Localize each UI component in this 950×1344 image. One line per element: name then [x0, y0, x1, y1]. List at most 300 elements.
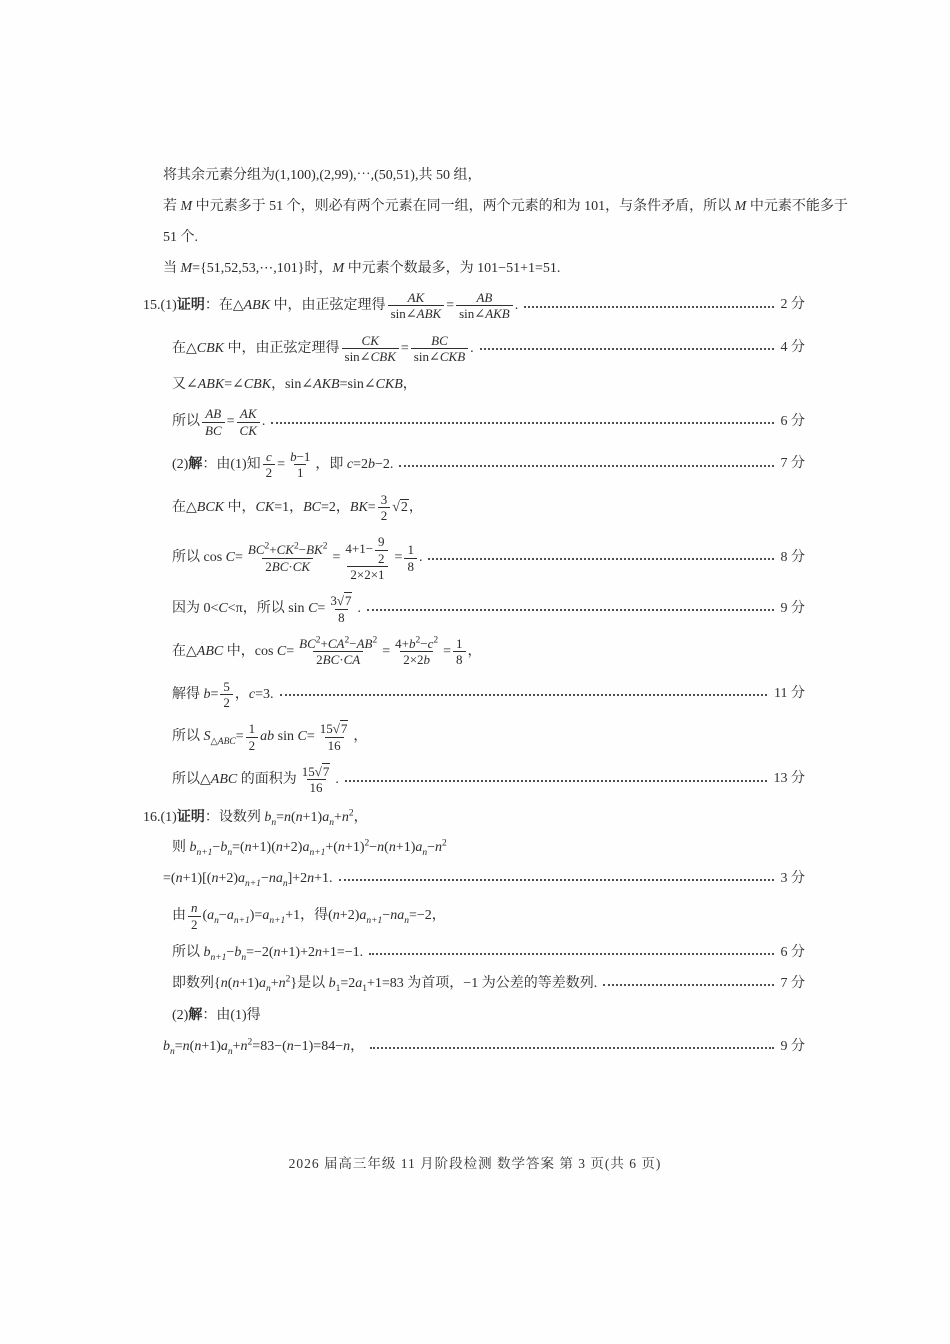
text-run: 2	[223, 694, 230, 710]
text-run: n	[283, 809, 291, 825]
text-run: b	[163, 1038, 170, 1054]
line-text	[143, 807, 368, 828]
text-run: 又∠	[172, 376, 198, 392]
answer-line	[143, 1005, 805, 1026]
text-run: =1，	[274, 499, 304, 515]
fraction	[188, 900, 201, 932]
answer-line	[143, 534, 805, 582]
text-run: 3	[330, 593, 337, 609]
text-run: 15	[319, 721, 333, 737]
text-run: (2)	[172, 457, 189, 473]
answer-line	[143, 807, 805, 828]
fraction	[296, 636, 380, 668]
text-run: n	[435, 839, 443, 855]
text-run: n	[191, 900, 198, 916]
text-run: =	[382, 643, 391, 659]
answer-line	[143, 869, 805, 889]
line-text	[172, 944, 363, 963]
fraction-denominator	[294, 464, 307, 480]
text-run: CBK	[196, 340, 225, 356]
line-text	[163, 870, 333, 889]
score-label: 3 分	[780, 870, 805, 886]
answer-line	[143, 492, 805, 524]
fraction-numerator	[405, 290, 428, 305]
text-run: ，sin∠	[271, 376, 314, 392]
superscript: 2	[322, 542, 328, 553]
fraction	[456, 290, 513, 322]
fraction-denominator	[375, 550, 388, 566]
text-run: 中元素个数最多，为 101−51+1=51.	[344, 260, 561, 276]
text-run: +2)	[339, 908, 360, 924]
subscript: n+1	[210, 952, 227, 963]
radical-sign: √	[332, 721, 340, 737]
dotted-leader	[339, 879, 774, 881]
line-text	[172, 1005, 261, 1026]
text-run: 5	[223, 678, 230, 694]
text-run: (2)	[172, 1008, 189, 1024]
fraction-denominator	[400, 651, 433, 667]
text-run: sin∠	[459, 306, 486, 322]
fraction-numerator	[317, 721, 352, 736]
fraction-numerator	[327, 593, 355, 608]
text-run: 4+1−	[345, 541, 374, 557]
fraction-numerator	[453, 636, 466, 651]
text-run: +	[320, 635, 328, 651]
dotted-leader	[370, 1047, 773, 1049]
text-run: n	[388, 839, 396, 855]
sqrt-radical	[337, 592, 353, 608]
text-run: 8	[407, 558, 414, 574]
text-run: CBK	[243, 376, 272, 392]
text-run: =	[443, 643, 452, 659]
text-run: (	[290, 809, 296, 825]
text-run: AK	[239, 406, 257, 422]
text-run: 8	[456, 652, 463, 668]
dotted-leader	[367, 609, 774, 611]
fraction-denominator	[388, 305, 445, 321]
text-run: C	[276, 643, 287, 659]
dotted-leader	[271, 422, 773, 424]
text-run: 15	[301, 763, 315, 779]
text-run: c	[266, 448, 272, 464]
text-run: ABK	[243, 298, 271, 314]
text-run: 证明	[176, 807, 205, 824]
text-run: a	[302, 839, 310, 855]
text-run: −	[218, 908, 227, 924]
subscript: n	[227, 1046, 233, 1057]
text-run: +	[269, 542, 277, 558]
line-text	[172, 593, 361, 625]
text-run: 2	[248, 737, 256, 753]
text-run: 即数列{	[172, 975, 221, 991]
text-run: n	[307, 870, 315, 886]
score-label: 6 分	[780, 944, 805, 960]
text-run: b	[328, 975, 336, 991]
text-run: .	[514, 298, 519, 314]
fraction-denominator	[404, 558, 417, 574]
text-run: ：由(1)知	[202, 457, 261, 473]
text-run: =	[367, 499, 376, 515]
text-run: 将其余元素分组为(1,100),(2,99),⋯,(50,51),共 50 组，	[163, 167, 482, 183]
text-run: ：在△	[204, 298, 244, 314]
superscript: 2	[344, 635, 350, 646]
text-run: ，	[408, 499, 423, 515]
line-text	[172, 900, 446, 932]
text-run: n	[175, 870, 183, 886]
score-label: 11 分	[774, 685, 805, 701]
fraction-numerator	[220, 679, 233, 694]
subscript: n	[271, 817, 277, 828]
text-run: .	[470, 340, 474, 356]
superscript: 2	[415, 635, 421, 646]
answer-line	[143, 1037, 805, 1057]
text-run: a	[207, 908, 215, 924]
answer-line	[143, 764, 805, 796]
text-run: sin∠	[390, 306, 417, 322]
line-text	[172, 636, 482, 668]
text-run: −	[260, 870, 269, 886]
fraction-denominator	[307, 779, 326, 795]
text-run: =	[400, 340, 409, 356]
text-run: .	[418, 550, 423, 566]
text-run: +2)	[218, 870, 239, 886]
text-run: ，即	[315, 457, 347, 473]
fraction-denominator	[456, 305, 513, 321]
text-run: n	[286, 1038, 294, 1054]
fraction	[327, 593, 355, 625]
text-run: 1	[296, 465, 304, 481]
text-run: b	[264, 809, 272, 825]
text-run: =−2，	[408, 908, 446, 924]
fraction-denominator	[342, 348, 399, 364]
line-text	[172, 492, 423, 524]
fraction	[202, 406, 225, 438]
text-run: ·	[288, 558, 293, 574]
fraction-denominator	[246, 737, 259, 753]
subscript: n	[170, 1046, 175, 1057]
text-run: CK	[255, 499, 275, 515]
text-run: −	[382, 908, 391, 924]
text-run: AKB	[313, 376, 340, 392]
text-run: =	[235, 729, 244, 745]
radical-sign: √	[314, 763, 322, 779]
superscript: 2	[442, 838, 447, 849]
text-run: −2.	[375, 457, 394, 473]
text-run: 所以	[172, 729, 204, 745]
text-run: na	[390, 908, 405, 924]
text-run: 1	[407, 542, 414, 558]
subscript: n+1	[233, 916, 250, 927]
superscript: 2	[348, 807, 354, 818]
fraction-denominator	[378, 507, 391, 523]
answer-line	[143, 166, 805, 186]
text-run: BC	[299, 635, 316, 651]
answer-line	[143, 406, 805, 438]
fraction-denominator	[453, 651, 466, 667]
text-run: AKB	[485, 306, 510, 322]
text-run: −	[298, 542, 307, 558]
superscript: 2	[364, 838, 370, 849]
text-run: 由	[172, 908, 186, 924]
text-run: <π，所以 sin	[227, 601, 309, 617]
text-run: +1)	[201, 1038, 221, 1054]
text-run: CK	[361, 332, 379, 348]
text-run: ，	[234, 686, 249, 702]
text-run: 中，	[224, 499, 256, 515]
text-run: +2)	[282, 839, 303, 855]
text-run: +1)	[395, 839, 416, 855]
subscript: n	[329, 817, 334, 828]
text-run: CA	[327, 635, 345, 651]
text-run: 2	[265, 558, 272, 574]
fraction-denominator	[262, 558, 313, 574]
text-run: +1)	[302, 809, 323, 825]
text-run: =sin∠	[339, 376, 376, 392]
score-label: 2 分	[780, 297, 805, 313]
fraction	[453, 636, 466, 668]
text-run: n	[240, 1038, 248, 1054]
answer-line	[143, 838, 805, 858]
text-run: −	[420, 635, 428, 651]
fraction	[411, 333, 468, 365]
text-run: a	[322, 809, 330, 825]
text-run: =2	[353, 457, 369, 473]
text-run: n	[232, 975, 240, 991]
text-run: =	[210, 686, 219, 702]
text-run: CA	[343, 652, 361, 668]
fraction	[287, 449, 313, 481]
superscript: 2	[372, 635, 378, 646]
line-text	[163, 198, 848, 217]
text-run: 解得	[172, 686, 204, 702]
text-run: =∠	[224, 376, 244, 392]
text-run: a	[258, 975, 266, 991]
answer-line	[143, 259, 805, 279]
text-run: n	[341, 809, 349, 825]
subscript: n	[227, 847, 233, 858]
text-run: )=	[249, 908, 263, 924]
text-run: +	[232, 1038, 241, 1054]
text-run: n	[211, 870, 219, 886]
answer-line	[143, 943, 805, 963]
dotted-leader	[280, 694, 767, 696]
text-run: n	[343, 1038, 351, 1054]
fraction-numerator	[342, 534, 392, 566]
text-run: n	[244, 839, 252, 855]
text-run: M	[734, 198, 747, 214]
subscript: n	[214, 916, 219, 927]
text-run: 中，cos	[223, 643, 277, 659]
text-run: b	[408, 635, 416, 651]
dotted-leader	[603, 984, 773, 986]
text-run: a	[359, 908, 367, 924]
text-run: ，	[353, 729, 368, 745]
text-run: 证明	[176, 296, 205, 313]
superscript: 2	[264, 542, 270, 553]
text-run: CKB	[375, 376, 403, 392]
text-run: CBK	[370, 348, 396, 364]
text-run: 则	[172, 839, 190, 855]
score-label: 7 分	[780, 975, 805, 991]
text-run: ：由(1)得	[202, 1008, 261, 1024]
text-run: 1	[456, 635, 463, 651]
line-text	[143, 290, 518, 322]
text-run: b	[290, 448, 297, 464]
text-run: ABK	[197, 376, 225, 392]
fraction	[342, 534, 392, 582]
text-run: +(	[325, 839, 338, 855]
fraction-denominator	[411, 348, 468, 364]
text-run: +	[270, 975, 279, 991]
text-run: 在△	[172, 340, 197, 356]
text-run: =	[226, 414, 235, 430]
answer-line	[143, 228, 805, 248]
fraction	[237, 406, 260, 438]
text-run: .	[357, 601, 361, 617]
score-label: 9 分	[780, 600, 805, 616]
text-run: 16	[327, 737, 341, 753]
fraction	[342, 333, 399, 365]
text-run: sin	[274, 729, 298, 745]
text-run: 中，由正弦定理得	[224, 340, 340, 356]
text-run: =	[306, 729, 315, 745]
line-text	[172, 839, 447, 858]
text-run: ，	[402, 376, 417, 392]
text-run: }是以	[290, 975, 329, 991]
answers-content	[143, 166, 848, 1068]
superscript: 2	[433, 635, 439, 646]
text-run: c	[346, 457, 354, 473]
text-run: BC	[271, 558, 289, 574]
fraction-numerator	[237, 406, 260, 421]
text-run: =	[446, 298, 455, 314]
text-run: ABK	[416, 306, 442, 322]
line-text	[172, 764, 339, 796]
answer-line	[143, 636, 805, 668]
text-run: c	[248, 686, 256, 702]
fraction-numerator	[188, 900, 201, 915]
fraction-numerator	[359, 333, 382, 348]
text-run: 16.(1)	[143, 809, 177, 825]
text-run: BC	[431, 332, 448, 348]
fraction	[245, 542, 331, 574]
fraction	[388, 290, 445, 322]
text-run: AK	[407, 290, 425, 305]
fraction-numerator	[392, 636, 441, 651]
text-run: n	[314, 944, 322, 960]
fraction-denominator	[313, 651, 363, 667]
text-run: b	[203, 944, 211, 960]
text-run: a	[238, 870, 246, 886]
text-run: BC	[205, 422, 222, 438]
fraction-numerator	[287, 449, 313, 464]
fraction	[263, 449, 276, 481]
text-run: 51 个.	[163, 229, 198, 245]
text-run: M	[180, 198, 193, 214]
sqrt-radical	[333, 720, 349, 736]
subscript: n+1	[196, 847, 213, 858]
line-text	[163, 260, 560, 279]
fraction-numerator	[246, 721, 259, 736]
sqrt-radical	[315, 763, 331, 779]
fraction-numerator	[245, 542, 331, 557]
text-run: n	[377, 839, 385, 855]
fraction-denominator	[202, 422, 225, 438]
text-run: =2，	[321, 499, 350, 515]
line-text	[172, 333, 474, 365]
text-run: +1)	[344, 839, 365, 855]
text-run: c	[427, 635, 434, 651]
text-run: n	[273, 944, 281, 960]
text-run: ={51,52,53,⋯,101}时，	[192, 260, 333, 276]
fraction	[404, 542, 417, 574]
text-run: AB	[205, 406, 222, 422]
dotted-leader	[524, 306, 773, 308]
text-run: C	[218, 601, 228, 617]
dotted-leader	[399, 465, 773, 467]
fraction	[375, 534, 388, 566]
text-run: BK	[349, 499, 368, 515]
radical-sign: √	[336, 593, 344, 609]
text-run: M	[180, 260, 193, 276]
line-text	[172, 376, 417, 395]
fraction	[378, 492, 391, 524]
text-run: 中元素不能多于	[746, 198, 848, 214]
answer-line	[143, 593, 805, 625]
text-run: b	[423, 652, 431, 668]
text-run: ，	[353, 809, 368, 825]
text-run: ，	[350, 1038, 365, 1054]
text-run: (	[227, 975, 233, 991]
text-run: a	[226, 908, 234, 924]
fraction	[392, 636, 441, 668]
text-run: =(	[232, 839, 245, 855]
text-run: =	[277, 457, 286, 473]
text-run: 所以	[172, 414, 200, 430]
text-run: =	[235, 550, 243, 566]
text-run: BC	[322, 652, 340, 668]
answer-line	[143, 290, 805, 322]
text-run: −	[226, 944, 235, 960]
text-run: b	[234, 944, 242, 960]
subscript: 1	[335, 983, 341, 994]
text-run: +	[333, 809, 342, 825]
fraction-denominator	[220, 694, 233, 710]
text-run: .	[335, 771, 339, 787]
text-run: =−2(	[246, 944, 274, 960]
line-text	[172, 721, 367, 753]
text-run: 在△	[172, 499, 197, 515]
text-run: (	[189, 1038, 195, 1054]
sqrt-radical	[392, 499, 409, 515]
subscript: n+1	[309, 847, 326, 858]
radicand: 2	[400, 499, 408, 515]
text-run: 中，由正弦定理得	[270, 298, 386, 314]
fraction-numerator	[202, 406, 224, 421]
dotted-leader	[428, 558, 773, 560]
text-run: 4+	[395, 635, 409, 651]
fraction	[220, 679, 233, 711]
fraction-denominator	[325, 737, 344, 753]
fraction-numerator	[428, 333, 451, 348]
text-run: 2×2×1	[350, 566, 385, 582]
subscript: n	[422, 847, 428, 858]
fraction-denominator	[263, 464, 276, 480]
text-run: CK	[292, 558, 311, 574]
answer-line	[143, 974, 805, 994]
fraction-denominator	[237, 422, 260, 438]
superscript: 2	[247, 1036, 253, 1047]
